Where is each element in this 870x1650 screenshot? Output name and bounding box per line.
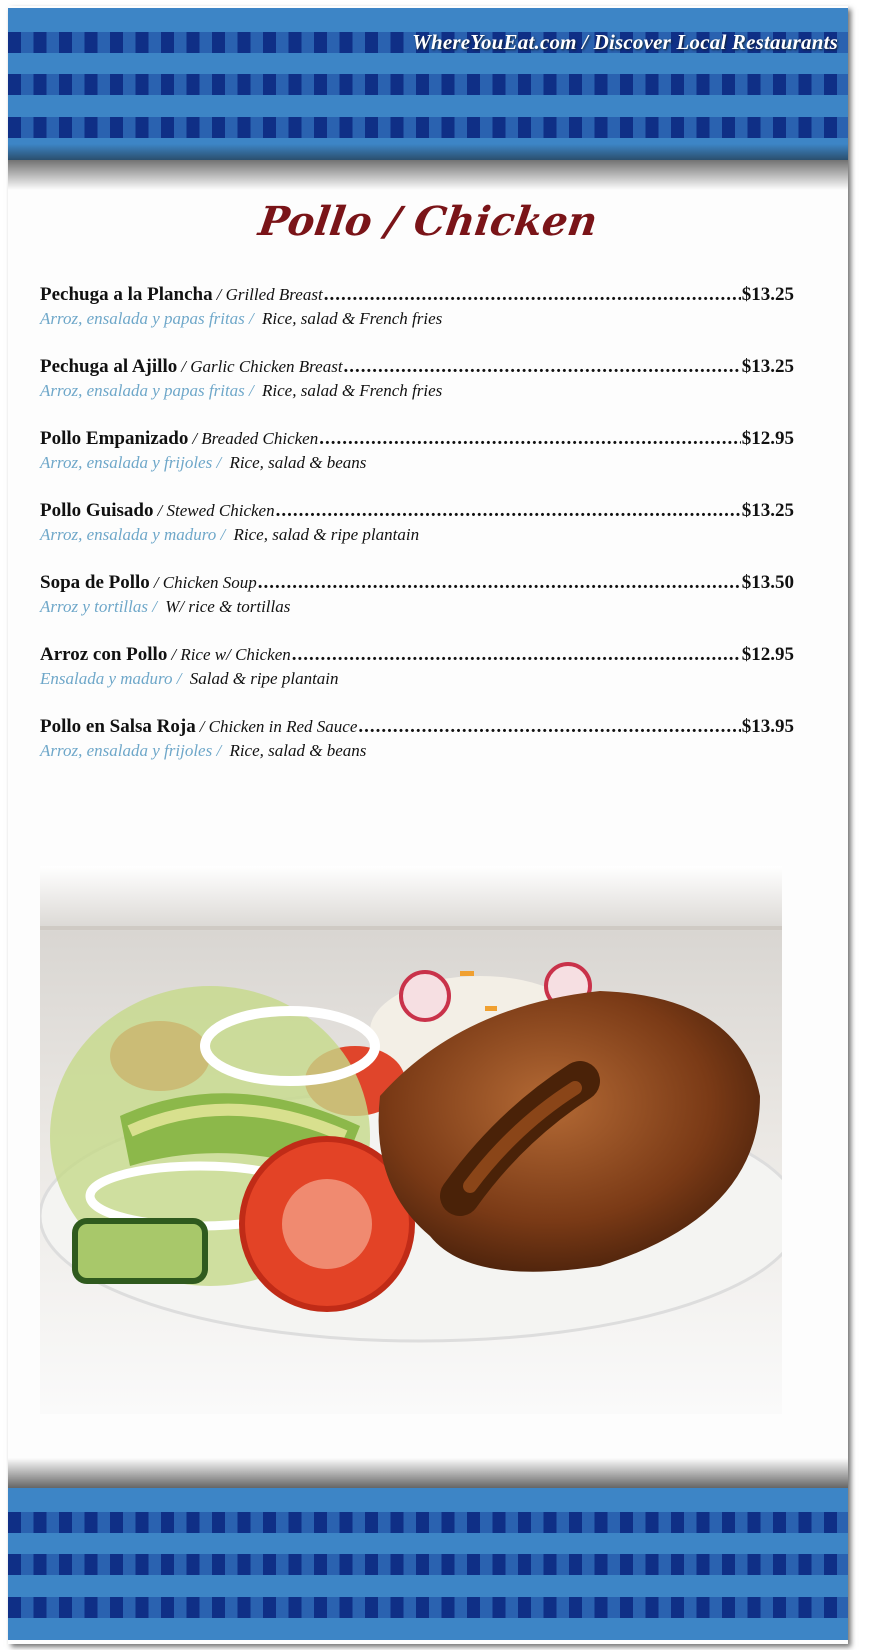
item-name-en: / Chicken in Red Sauce xyxy=(199,717,358,736)
bottom-banner xyxy=(8,1488,848,1640)
item-price: $13.50 xyxy=(741,572,794,593)
menu-item-title-line xyxy=(40,572,794,594)
item-price: $13.95 xyxy=(741,716,794,737)
sides-english: Rice, salad & French fries xyxy=(262,381,443,400)
menu-item-title-line xyxy=(40,356,794,378)
section-title: Pollo / Chicken xyxy=(255,198,601,245)
menu-item-sides xyxy=(40,453,794,473)
menu-list xyxy=(40,284,794,788)
check-stripe xyxy=(8,1554,848,1575)
banner-shadow xyxy=(8,160,848,190)
item-name: Pechuga a la Plancha xyxy=(40,284,213,305)
menu-item-title-line xyxy=(40,500,794,522)
menu-item xyxy=(40,644,794,716)
dot-leader xyxy=(258,572,741,594)
item-name-en: / Garlic Chicken Breast xyxy=(181,357,343,376)
chicken-plate-photo xyxy=(40,866,782,1414)
sides-spanish: Arroz, ensalada y papas fritas / xyxy=(40,381,254,400)
menu-item xyxy=(40,428,794,500)
item-name-en: / Stewed Chicken xyxy=(157,501,275,520)
site-tagline: WhereYouEat.com / Discover Local Restaurants xyxy=(412,30,838,54)
sides-spanish: Arroz, ensalada y maduro / xyxy=(40,525,226,544)
check-stripe xyxy=(8,74,848,95)
menu-item-title-line xyxy=(40,716,794,738)
menu-item-sides xyxy=(40,525,794,545)
dot-leader xyxy=(344,356,741,378)
item-name: Pollo en Salsa Roja xyxy=(40,716,196,737)
dot-leader xyxy=(276,500,741,522)
item-name: Pollo Empanizado xyxy=(40,428,189,449)
menu-item-sides xyxy=(40,381,794,401)
item-price: $12.95 xyxy=(741,428,794,449)
menu-item-sides xyxy=(40,597,794,617)
check-stripe xyxy=(8,1597,848,1618)
check-stripe xyxy=(8,1512,848,1533)
menu-item-title-line xyxy=(40,428,794,450)
menu-item-title-line xyxy=(40,284,794,306)
item-name-en: / Breaded Chicken xyxy=(192,429,319,448)
menu-item xyxy=(40,356,794,428)
menu-item-sides xyxy=(40,309,794,329)
sides-english: Rice, salad & beans xyxy=(229,741,367,760)
menu-page xyxy=(8,6,848,1644)
sides-english: Rice, salad & ripe plantain xyxy=(233,525,420,544)
item-price: $13.25 xyxy=(741,284,794,305)
sides-spanish: Arroz, ensalada y frijoles / xyxy=(40,453,222,472)
sides-spanish: Arroz, ensalada y frijoles / xyxy=(40,741,222,760)
dot-leader xyxy=(358,716,740,738)
sides-english: Rice, salad & beans xyxy=(229,453,367,472)
menu-item xyxy=(40,284,794,356)
menu-item xyxy=(40,716,794,788)
sides-english: Salad & ripe plantain xyxy=(189,669,339,688)
item-price: $13.25 xyxy=(741,356,794,377)
menu-item xyxy=(40,500,794,572)
item-name-en: / Grilled Breast xyxy=(216,285,323,304)
sides-spanish: Arroz y tortillas / xyxy=(40,597,157,616)
dot-leader xyxy=(292,644,741,666)
top-banner xyxy=(8,8,848,160)
item-price: $12.95 xyxy=(741,644,794,665)
sides-spanish: Arroz, ensalada y papas fritas / xyxy=(40,309,254,328)
dot-leader xyxy=(319,428,741,450)
item-name: Pechuga al Ajillo xyxy=(40,356,178,377)
sides-english: Rice, salad & French fries xyxy=(262,309,443,328)
item-name: Pollo Guisado xyxy=(40,500,154,521)
sides-english: W/ rice & tortillas xyxy=(165,597,291,616)
item-price: $13.25 xyxy=(741,500,794,521)
menu-item-sides xyxy=(40,669,794,689)
check-stripe xyxy=(8,117,848,138)
menu-item-title-line xyxy=(40,644,794,666)
item-name: Arroz con Pollo xyxy=(40,644,168,665)
banner-shadow xyxy=(8,1458,848,1488)
sides-spanish: Ensalada y maduro / xyxy=(40,669,182,688)
item-name: Sopa de Pollo xyxy=(40,572,150,593)
item-name-en: / Chicken Soup xyxy=(153,573,257,592)
dot-leader xyxy=(324,284,741,306)
menu-item xyxy=(40,572,794,644)
menu-item-sides xyxy=(40,741,794,761)
item-name-en: / Rice w/ Chicken xyxy=(171,645,291,664)
